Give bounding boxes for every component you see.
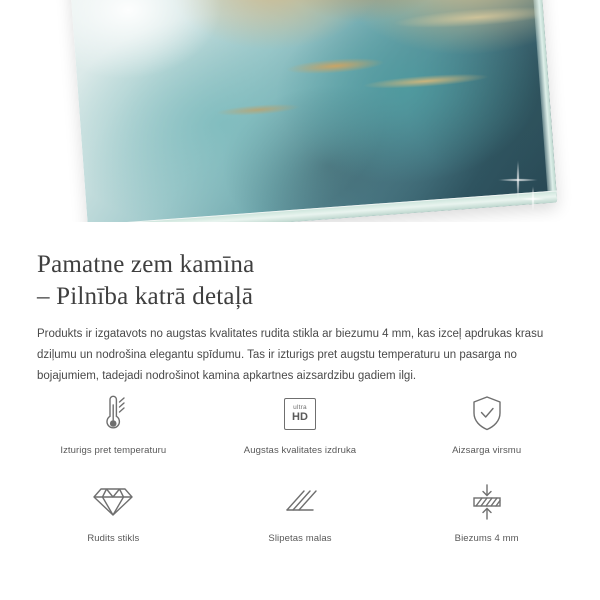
- feature-item-tempered-glass: [20, 480, 207, 552]
- thermometer-icon: [93, 392, 133, 436]
- headline-line-2: – Pilnība katrā detaļā: [37, 282, 254, 310]
- feature-item-print-quality: [207, 392, 394, 464]
- ultra-hd-badge-bottom: HD: [292, 411, 308, 424]
- headline-line-1: Pamatne zem kamīna: [37, 250, 255, 278]
- feature-label: Slipetas malas: [268, 533, 332, 544]
- feature-label: Aizsarga virsmu: [452, 445, 522, 456]
- marble-artwork: [69, 0, 558, 222]
- feature-item-thickness: [393, 480, 580, 552]
- page-title: [37, 249, 567, 313]
- feature-item-temperature: [20, 392, 207, 464]
- feature-label: Augstas kvalitates izdruka: [243, 445, 357, 456]
- feature-item-polished-edges: [207, 480, 394, 552]
- hero-image-area: [0, 0, 600, 222]
- marble-glass-panel-image: [69, 0, 558, 222]
- diamond-icon: [92, 480, 134, 524]
- feature-label: Biezums 4 mm: [454, 533, 519, 544]
- feature-label: Izturigs pret temperaturu: [60, 445, 167, 456]
- product-description: Produkts ir izgatavots no augstas kvalitates rudita stikla ar biezumu 4 mm, kas izceļ apdrukas krasu dziļumu un nodrošina elegantu spīdumu. Tas ir izturigs pret augstu temperaturu un pasarga no bojajumiem, tadejadi nodrošinot kamina apkartnes aizsardzibu gadiem ilgi.: [37, 327, 544, 382]
- ultra-hd-badge-top: ultra: [293, 403, 307, 411]
- feature-grid: [20, 392, 580, 552]
- thickness-icon: [467, 480, 507, 524]
- ultra-hd-icon: [284, 392, 316, 436]
- polished-edges-icon: [280, 480, 320, 524]
- feature-item-surface-protection: [393, 392, 580, 464]
- feature-label: Rudits stikls: [87, 533, 140, 544]
- shield-check-icon: [469, 392, 505, 436]
